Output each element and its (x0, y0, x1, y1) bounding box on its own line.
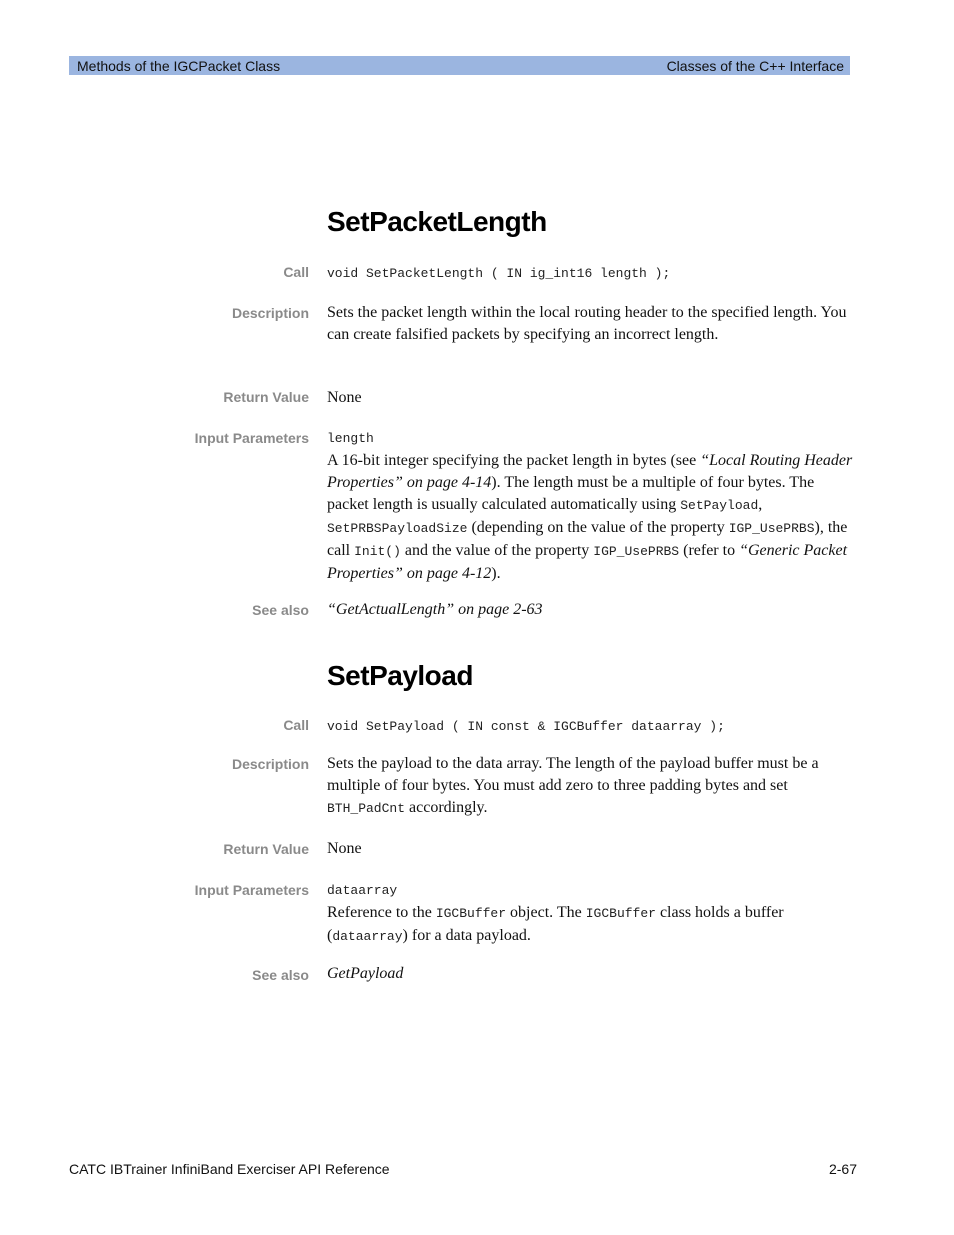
header-section-title: Methods of the IGCPacket Class (77, 58, 281, 74)
cross-reference-link[interactable]: “Generic Packet Properties” on page 4-12 (327, 542, 848, 582)
input-parameters-block (327, 880, 855, 948)
input-parameters-label: Input Parameters (194, 882, 309, 898)
section-title-setpayload: SetPayload (327, 660, 473, 691)
param-description: A 16-bit integer specifying the packet length in bytes (see “Local Routing Header Properties” on page 4-14). The length must be a multiple of four bytes. The packet length is usually calculated automatically using SetPayload, SetPRBSPayloadSize (depending on the value of the property IGP_UsePRBS), the call Init() and the value of the property IGP_UsePRBS (refer to “Generic Packet Properties” on page 4-12). (327, 452, 853, 582)
description-label: Description (231, 756, 309, 772)
cross-reference-link[interactable]: “Local Routing Header Properties” on page 4-14 (327, 452, 853, 491)
see-also-link[interactable]: GetPayload (327, 965, 404, 982)
call-label: Call (283, 717, 309, 733)
call-signature: void SetPayload ( IN const & IGCBuffer dataarray ); (327, 719, 725, 734)
section-title-setpacketlength: SetPacketLength (327, 206, 547, 237)
param-name: length (327, 431, 374, 446)
return-value-label: Return Value (223, 389, 309, 405)
description-text: Sets the packet length within the local routing header to the specified length. You can create falsified packets by specifying an incorrect length. (327, 304, 847, 343)
return-value-text: None (327, 389, 362, 406)
see-also-label: See also (252, 602, 309, 618)
description-text: Sets the payload to the data array. The length of the payload buffer must be a multiple of four bytes. You must add zero to three padding bytes and set BTH_PadCnt accordingly. (327, 755, 819, 816)
call-label: Call (283, 264, 309, 280)
input-parameters-block (327, 428, 855, 585)
return-value-label: Return Value (223, 841, 309, 857)
return-value-text: None (327, 840, 362, 857)
see-also-label: See also (252, 967, 309, 983)
running-header (69, 56, 850, 75)
call-signature: void SetPacketLength ( IN ig_int16 length ); (327, 266, 671, 281)
description-label: Description (231, 305, 309, 321)
param-description: Reference to the IGCBuffer object. The IGCBuffer class holds a buffer (dataarray) for a data payload. (327, 904, 784, 944)
input-parameters-label: Input Parameters (194, 430, 309, 446)
footer-document-title: CATC IBTrainer InfiniBand Exerciser API Reference (69, 1161, 390, 1177)
footer-page-number: 2-67 (828, 1161, 857, 1177)
header-chapter-title: Classes of the C++ Interface (666, 58, 844, 74)
see-also-link[interactable]: “GetActualLength” on page 2-63 (327, 601, 543, 618)
param-name: dataarray (327, 883, 398, 898)
